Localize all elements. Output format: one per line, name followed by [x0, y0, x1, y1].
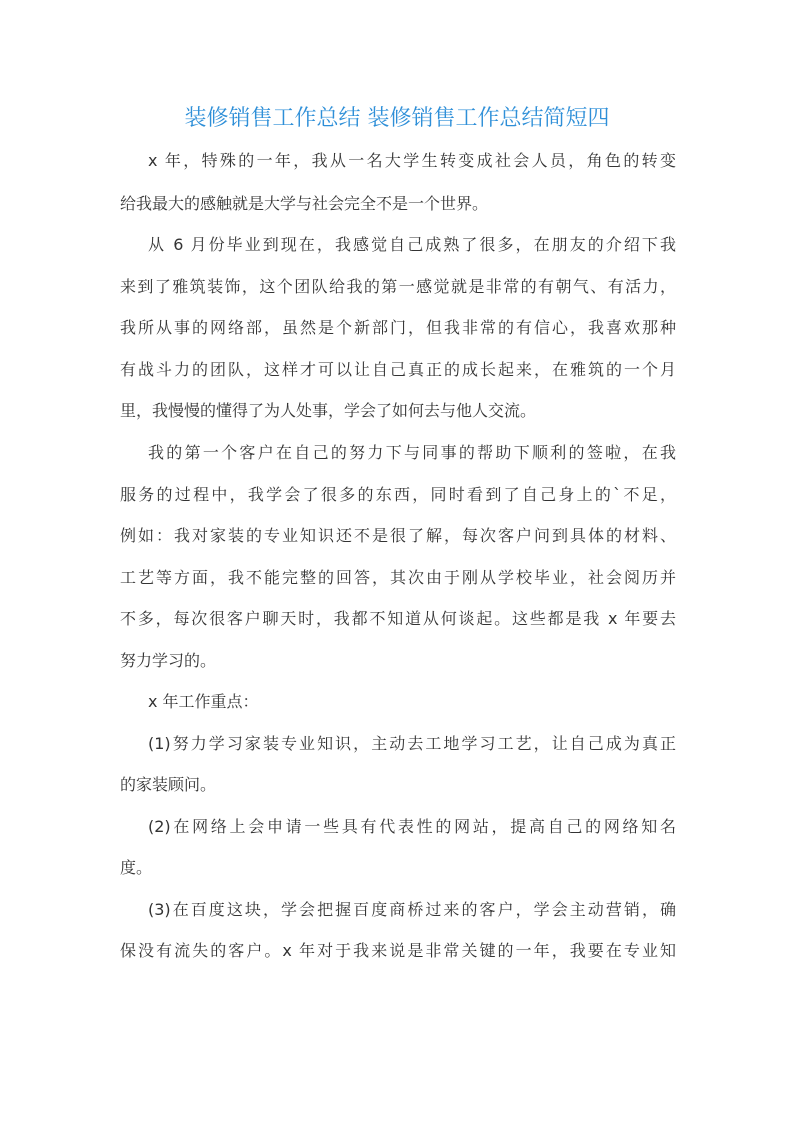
text-line: 给我最大的感触就是大学与社会完全不是一个世界。	[120, 194, 489, 213]
text-line: 我所从事的网络部，虽然是个新部门，但我非常的有信心，我喜欢那种	[120, 318, 676, 337]
text-line: 里，我慢慢的懂得了为人处事，学会了如何去与他人交流。	[120, 401, 537, 420]
text-line: x 年工作重点：	[148, 692, 259, 711]
text-line: 我的第一个客户在自己的努力下与同事的帮助下顺利的签啦，在我	[148, 443, 676, 462]
text-line: x 年，特殊的一年，我从一名大学生转变成社会人员，角色的转变	[148, 151, 676, 170]
document-title: 装修销售工作总结 装修销售工作总结简短四	[184, 106, 610, 131]
text-line: 服务的过程中，我学会了很多的东西，同时看到了自己身上的`不足，	[120, 485, 676, 504]
text-line: 保没有流失的客户。x 年对于我来说是非常关键的一年，我要在专业知	[120, 941, 676, 960]
text-line: 工艺等方面，我不能完整的回答，其次由于刚从学校毕业，社会阅历并	[120, 568, 676, 587]
text-line: 努力学习的。	[120, 651, 217, 670]
text-line: (3)在百度这块，学会把握百度商桥过来的客户，学会主动营销，确	[148, 900, 676, 919]
text-line: 从 6 月份毕业到现在，我感觉自己成熟了很多，在朋友的介绍下我	[148, 235, 676, 254]
text-line: 的家装顾问。	[120, 775, 217, 794]
text-line: 度。	[120, 858, 153, 877]
text-line: 有战斗力的团队，这样才可以让自己真正的成长起来，在雅筑的一个月	[120, 360, 676, 379]
text-line: 不多，每次很客户聊天时，我都不知道从何谈起。这些都是我 x 年要去	[120, 609, 676, 628]
text-line: 例如：我对家装的专业知识还不是很了解，每次客户问到具体的材料、	[120, 526, 676, 545]
text-line: 来到了雅筑装饰，这个团队给我的第一感觉就是非常的有朝气、有活力，	[120, 277, 676, 296]
text-line: (1)努力学习家装专业知识，主动去工地学习工艺，让自己成为真正	[148, 734, 676, 753]
text-line: (2)在网络上会申请一些具有代表性的网站，提高自己的网络知名	[148, 817, 676, 836]
